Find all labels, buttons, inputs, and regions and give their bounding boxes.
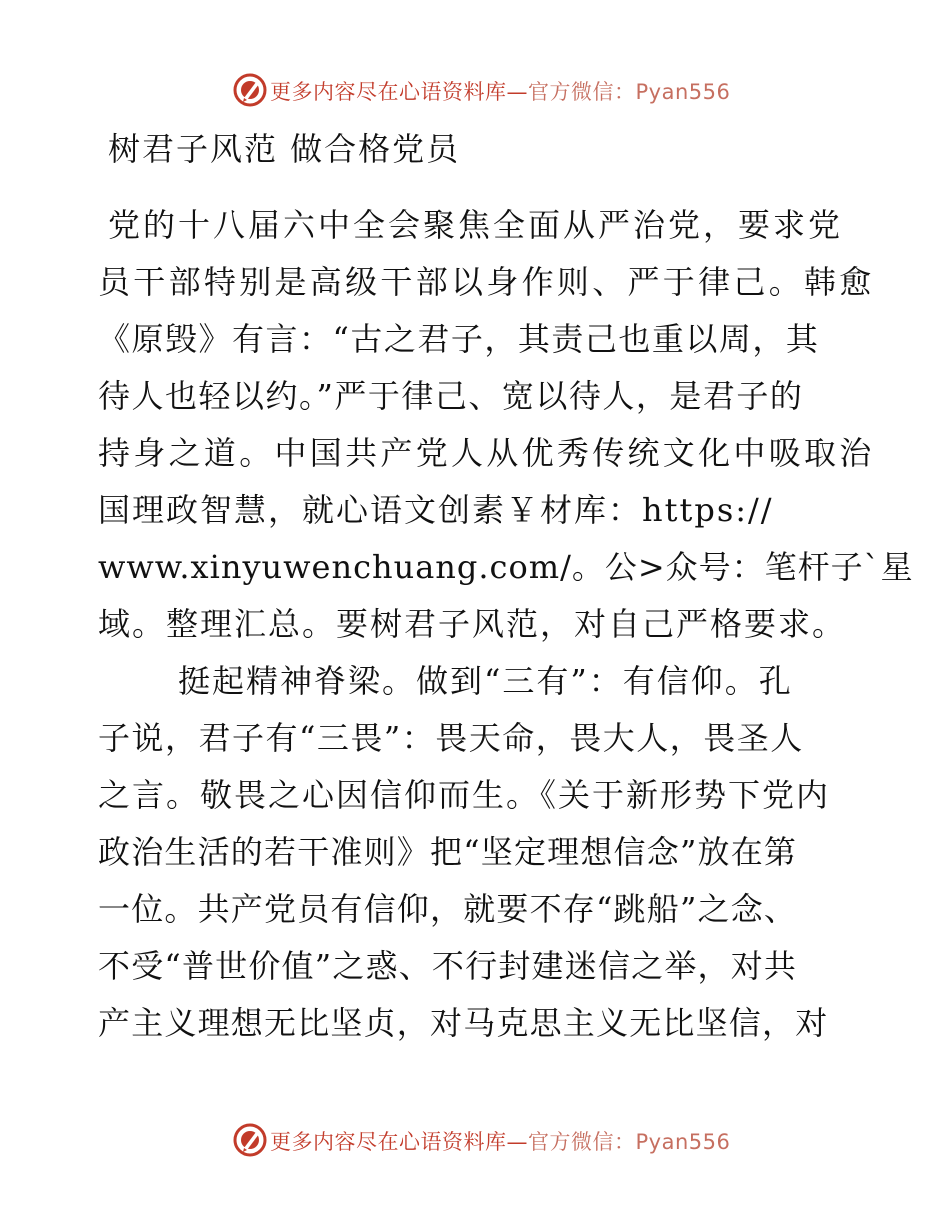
banner-text: 更多内容尽在心语资料库— — [270, 80, 528, 104]
text-line: 待人也轻以约。”严于律己、宽以待人，是君子的 — [98, 377, 804, 415]
pen-logo-icon — [232, 1122, 268, 1158]
text-line: 员干部特别是高级干部以身作则、严于律己。韩愈 — [98, 263, 875, 301]
footer-banner — [0, 1120, 950, 1160]
text-line: 国理政智慧，就心语文创素￥材库：https:// — [98, 491, 774, 529]
text-line: 党的十八届六中全会聚焦全面从严治党，要求党 — [108, 206, 844, 244]
pen-logo-icon — [232, 72, 268, 108]
text-line: 域。整理汇总。要树君子风范，对自己严格要求。 — [98, 605, 847, 643]
text-line: 《原毁》有言：“古之君子，其责己也重以周，其 — [98, 320, 820, 358]
text-line: 之言。敬畏之心因信仰而生。《关于新形势下党内 — [98, 776, 831, 814]
text-line: 不受“普世价值”之惑、不行封建迷信之举，对共 — [98, 947, 798, 985]
text-line: www.xinyuwenchuang.com/。公>众号：笔杆子`星 — [98, 548, 914, 586]
text-line: 挺起精神脊梁。做到“三有”：有信仰。孔 — [178, 662, 793, 700]
header-banner — [0, 70, 950, 110]
text-line: 持身之道。中国共产党人从优秀传统文化中吸取治 — [98, 434, 875, 472]
text-line: 政治生活的若干准则》把“坚定理想信念”放在第 — [98, 833, 798, 871]
banner-wechat: 官方微信：Pyan556 — [528, 1130, 731, 1154]
banner-wechat: 官方微信：Pyan556 — [528, 80, 731, 104]
document-title: 树君子风范 做合格党员 — [108, 130, 461, 168]
text-line: 子说，君子有“三畏”：畏天命，畏大人，畏圣人 — [98, 719, 804, 757]
text-line: 产主义理想无比坚贞，对马克思主义无比坚信，对 — [98, 1004, 829, 1042]
text-line: 一位。共产党员有信仰，就要不存“跳船”之念、 — [98, 890, 798, 928]
banner-text: 更多内容尽在心语资料库— — [270, 1130, 528, 1154]
